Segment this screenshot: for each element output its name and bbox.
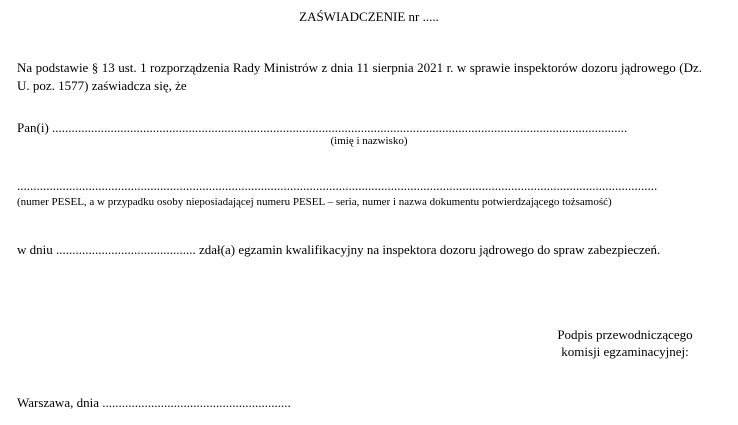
pesel-caption: (numer PESEL, a w przypadku osoby nieposiadającej numeru PESEL – seria, numer i nazwa dokumentu potwierdzającego tożsamość) — [17, 196, 612, 208]
name-caption: (imię i nazwisko) — [330, 135, 408, 147]
legal-basis-paragraph: Na podstawie § 13 ust. 1 rozporządzenia Rady Ministrów z dnia 11 sierpnia 2021 r. w sprawie inspektorów dozoru jądrowego (Dz. U. poz. 1577) zaświadcza się, że — [17, 60, 702, 93]
signature-block — [530, 326, 720, 360]
signature-label-line2: komisji egzaminacyjnej: — [561, 344, 689, 359]
place-date-line: Warszawa, dnia .......................................................... — [17, 395, 291, 410]
pesel-fill-line: ..................................................................................................................................................................................................... — [17, 180, 658, 192]
signature-label-line1: Podpis przewodniczącego — [557, 327, 693, 342]
certificate-title: ZAŚWIADCZENIE nr ..... — [299, 9, 439, 24]
exam-statement: w dniu ........................................... zdał(a) egzamin kwalifikacyjny na inspektora dozoru jądrowego do spraw zabezpieczeń. — [17, 242, 661, 257]
name-fill-line: Pan(i) ................................................................................................................................................................................. — [17, 120, 628, 135]
